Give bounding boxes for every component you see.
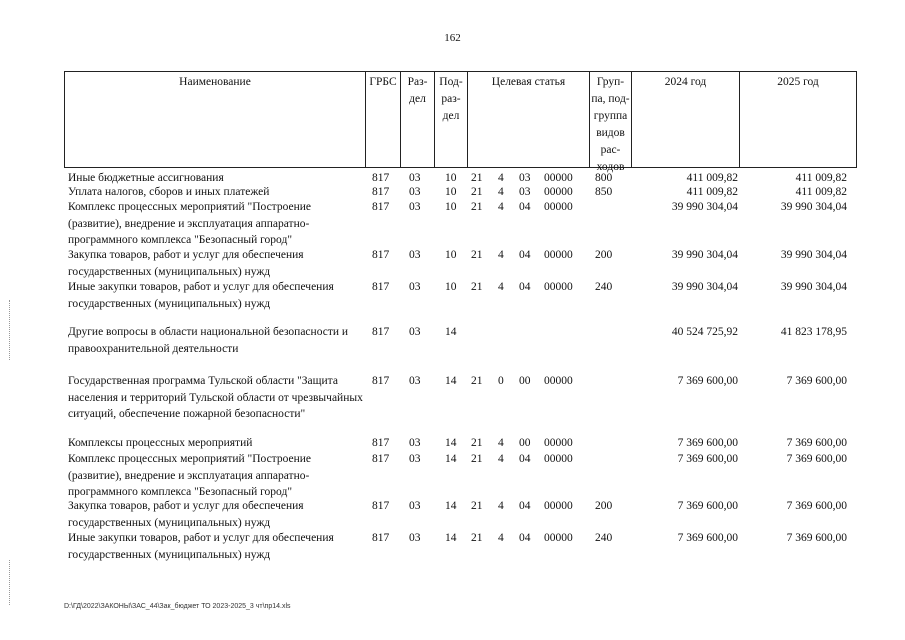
row-cs-element: 04	[519, 532, 531, 544]
row-podrazdel: 14	[445, 326, 457, 338]
table-header	[64, 71, 857, 173]
row-podrazdel: 14	[445, 453, 457, 465]
row-razdel: 03	[409, 437, 421, 449]
row-podrazdel: 10	[445, 249, 457, 261]
row-cs-program: 21	[471, 281, 483, 293]
row-cs-type: 4	[498, 249, 504, 261]
row-grbs: 817	[372, 532, 390, 544]
row-cs-program: 21	[471, 532, 483, 544]
row-podrazdel: 10	[445, 172, 457, 184]
row-cs-element: 04	[519, 249, 531, 261]
row-grbs: 817	[372, 326, 390, 338]
row-razdel: 03	[409, 172, 421, 184]
row-2025: 39 990 304,04	[780, 201, 847, 213]
header-name: Наименование	[179, 76, 251, 88]
row-grbs: 817	[372, 437, 390, 449]
header-grbs: ГРБС	[365, 72, 400, 167]
row-razdel: 03	[409, 201, 421, 213]
row-cs-direction: 00000	[544, 249, 573, 261]
row-grbs: 817	[372, 172, 390, 184]
row-cs-program: 21	[471, 186, 483, 198]
row-cs-element: 04	[519, 281, 531, 293]
row-2024: 39 990 304,04	[671, 249, 738, 261]
row-podrazdel: 10	[445, 186, 457, 198]
row-name: Уплата налогов, сборов и иных платежей	[68, 186, 270, 198]
file-path-footer: D:\ГД\2022\ЗАКОНЫ\ЗАС_44\Зак_бюджет ТО 2023-2025_3 чт\пр14.xls	[64, 603, 291, 610]
row-podrazdel: 14	[445, 532, 457, 544]
row-cs-direction: 00000	[544, 500, 573, 512]
row-2024: 40 524 725,92	[671, 326, 738, 338]
header-2025: 2025 год	[739, 72, 856, 167]
row-2024: 39 990 304,04	[671, 201, 738, 213]
row-cs-element: 04	[519, 453, 531, 465]
row-cs-type: 4	[498, 500, 504, 512]
row-cs-direction: 00000	[544, 437, 573, 449]
row-name: Комплексы процессных мероприятий	[68, 437, 253, 449]
row-2025: 41 823 178,95	[780, 326, 847, 338]
row-podrazdel: 14	[445, 500, 457, 512]
row-razdel: 03	[409, 249, 421, 261]
row-2025: 7 369 600,00	[786, 437, 847, 449]
row-cs-direction: 00000	[544, 201, 573, 213]
row-grbs: 817	[372, 281, 390, 293]
row-name: Иные закупки товаров, работ и услуг для обеспечения государственных (муниципальных) нужд	[68, 281, 334, 310]
header-expense-group: Груп- па, под- группа видов рас- ходов	[589, 72, 631, 167]
row-2025: 7 369 600,00	[786, 453, 847, 465]
row-razdel: 03	[409, 375, 421, 387]
row-2025: 39 990 304,04	[780, 249, 847, 261]
row-razdel: 03	[409, 532, 421, 544]
row-cs-direction: 00000	[544, 186, 573, 198]
row-cs-direction: 00000	[544, 453, 573, 465]
row-cs-program: 21	[471, 172, 483, 184]
row-cs-element: 00	[519, 375, 531, 387]
row-2025: 39 990 304,04	[780, 281, 847, 293]
row-grbs: 817	[372, 500, 390, 512]
row-razdel: 03	[409, 281, 421, 293]
row-expense-group: 200	[595, 500, 613, 512]
row-podrazdel: 10	[445, 281, 457, 293]
page-number: 162	[444, 32, 461, 44]
row-cs-type: 4	[498, 172, 504, 184]
row-cs-type: 4	[498, 532, 504, 544]
row-2025: 411 009,82	[795, 172, 847, 184]
scan-margin-marks	[9, 560, 12, 605]
row-name: Комплекс процессных мероприятий "Построение (развитие), внедрение и эксплуатация аппаратно-программного комплекса "Безопасный город"	[68, 453, 311, 498]
row-cs-direction: 00000	[544, 172, 573, 184]
scan-margin-marks	[9, 300, 12, 360]
row-razdel: 03	[409, 186, 421, 198]
row-2025: 7 369 600,00	[786, 500, 847, 512]
row-cs-program: 21	[471, 201, 483, 213]
row-2024: 7 369 600,00	[677, 453, 738, 465]
row-cs-direction: 00000	[544, 532, 573, 544]
row-expense-group: 850	[595, 186, 613, 198]
row-cs-direction: 00000	[544, 375, 573, 387]
row-2024: 411 009,82	[686, 172, 738, 184]
row-cs-element: 00	[519, 437, 531, 449]
row-2025: 411 009,82	[795, 186, 847, 198]
row-cs-type: 4	[498, 453, 504, 465]
row-2024: 7 369 600,00	[677, 375, 738, 387]
row-name: Комплекс процессных мероприятий "Построение (развитие), внедрение и эксплуатация аппаратно-программного комплекса "Безопасный город"	[68, 201, 311, 246]
row-expense-group: 240	[595, 532, 613, 544]
row-cs-program: 21	[471, 437, 483, 449]
row-expense-group: 240	[595, 281, 613, 293]
row-name: Иные закупки товаров, работ и услуг для обеспечения государственных (муниципальных) нужд	[68, 532, 334, 561]
row-name: Государственная программа Тульской области "Защита населения и территорий Тульской области от чрезвычайных ситуаций, обеспечение пожарной безопасности"	[68, 375, 363, 420]
row-cs-element: 04	[519, 500, 531, 512]
row-2025: 7 369 600,00	[786, 375, 847, 387]
row-grbs: 817	[372, 375, 390, 387]
row-grbs: 817	[372, 186, 390, 198]
row-expense-group: 200	[595, 249, 613, 261]
row-cs-direction: 00000	[544, 281, 573, 293]
row-cs-element: 04	[519, 201, 531, 213]
row-podrazdel: 14	[445, 375, 457, 387]
row-cs-program: 21	[471, 453, 483, 465]
row-2024: 411 009,82	[686, 186, 738, 198]
row-2024: 7 369 600,00	[677, 532, 738, 544]
row-2024: 7 369 600,00	[677, 500, 738, 512]
header-2024: 2024 год	[631, 72, 739, 167]
row-2025: 7 369 600,00	[786, 532, 847, 544]
row-cs-element: 03	[519, 186, 531, 198]
row-cs-type: 4	[498, 437, 504, 449]
header-podrazdel: Под- раз- дел	[434, 72, 467, 167]
header-razdel: Раз- дел	[400, 72, 434, 167]
row-cs-program: 21	[471, 249, 483, 261]
row-cs-type: 4	[498, 201, 504, 213]
row-2024: 39 990 304,04	[671, 281, 738, 293]
row-razdel: 03	[409, 500, 421, 512]
row-grbs: 817	[372, 453, 390, 465]
row-cs-element: 03	[519, 172, 531, 184]
row-cs-program: 21	[471, 500, 483, 512]
row-cs-program: 21	[471, 375, 483, 387]
row-cs-type: 4	[498, 281, 504, 293]
row-2024: 7 369 600,00	[677, 437, 738, 449]
row-expense-group: 800	[595, 172, 613, 184]
row-name: Закупка товаров, работ и услуг для обеспечения государственных (муниципальных) нужд	[68, 500, 304, 529]
row-podrazdel: 10	[445, 201, 457, 213]
row-cs-type: 4	[498, 186, 504, 198]
row-podrazdel: 14	[445, 437, 457, 449]
row-razdel: 03	[409, 326, 421, 338]
row-cs-type: 0	[498, 375, 504, 387]
row-name: Другие вопросы в области национальной безопасности и правоохранительной деятельности	[68, 326, 349, 355]
header-target-article: Целевая статья	[467, 72, 589, 167]
row-name: Иные бюджетные ассигнования	[68, 172, 224, 184]
row-grbs: 817	[372, 249, 390, 261]
row-razdel: 03	[409, 453, 421, 465]
row-grbs: 817	[372, 201, 390, 213]
row-name: Закупка товаров, работ и услуг для обеспечения государственных (муниципальных) нужд	[68, 249, 304, 278]
